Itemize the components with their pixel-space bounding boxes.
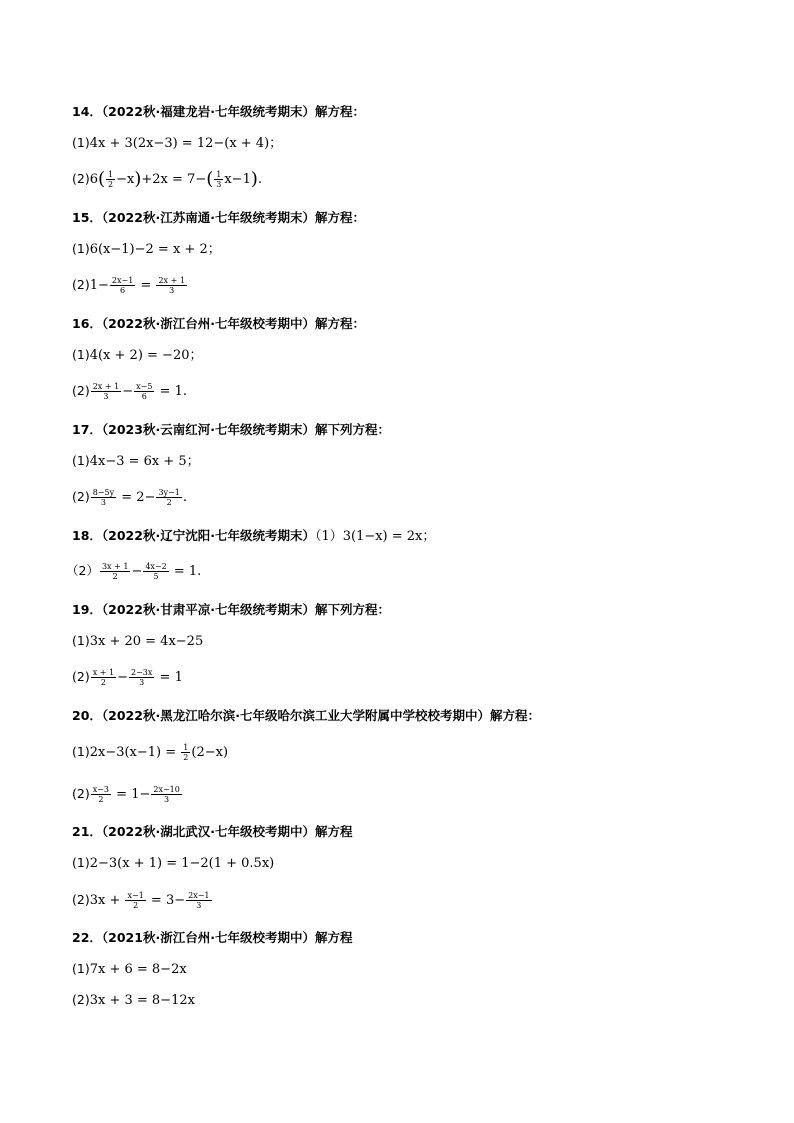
fraction-numerator: 2x−1 xyxy=(188,891,210,900)
equation-part: = 1. xyxy=(155,384,187,399)
fraction-numerator: x−5 xyxy=(136,382,153,391)
fraction-numerator: 2−3x xyxy=(131,668,153,677)
problem-number: 18． xyxy=(72,528,102,543)
problem-21-part-2 xyxy=(72,891,213,910)
part-label: (1) xyxy=(72,135,90,150)
problem-source: （2022秋·福建龙岩·七年级统考期末） xyxy=(101,104,315,119)
problem-17-header xyxy=(72,421,390,439)
part-label: (2) xyxy=(72,383,90,398)
fraction-denominator: 3 xyxy=(139,678,145,687)
problem-20-header xyxy=(72,707,540,725)
part-label: (1) xyxy=(72,961,90,976)
equation: 4x−3 = 6x + 5； xyxy=(89,454,200,469)
fraction-numerator: 3x + 1 xyxy=(101,562,129,571)
part-label: (2) xyxy=(72,489,90,504)
problem-task: 解方程 xyxy=(314,930,353,945)
equation-part: 1− xyxy=(89,278,109,293)
fraction-denominator: 3 xyxy=(216,180,222,189)
problem-17-part-2 xyxy=(72,488,187,507)
fraction-denominator: 6 xyxy=(120,286,126,295)
problem-20-part-1 xyxy=(72,743,228,762)
equation-part: x−1 xyxy=(224,172,251,187)
fraction xyxy=(106,170,115,189)
paren-open: ( xyxy=(206,168,214,190)
fraction-numerator: 1 xyxy=(108,170,114,179)
fraction-denominator: 3 xyxy=(169,286,175,295)
paren-open: ( xyxy=(98,168,106,190)
paren-close: ) xyxy=(134,168,142,190)
part-label: (2) xyxy=(72,892,90,907)
fraction-denominator: 3 xyxy=(103,392,109,401)
problem-15-part-1 xyxy=(72,240,221,259)
problem-15-header xyxy=(72,209,365,227)
problem-16-part-2 xyxy=(72,382,187,401)
problem-task: 解方程： xyxy=(314,104,365,119)
fraction xyxy=(214,170,223,189)
fraction xyxy=(186,891,211,910)
problem-22-part-2 xyxy=(72,991,195,1010)
problem-14-header xyxy=(72,103,365,121)
problem-task: 解方程： xyxy=(314,316,365,331)
fraction xyxy=(125,891,145,910)
fraction xyxy=(100,562,130,581)
problem-21-part-1 xyxy=(72,854,274,873)
fraction-denominator: 2 xyxy=(100,678,106,687)
fraction-denominator: 2 xyxy=(183,753,189,762)
problem-15-part-2 xyxy=(72,276,188,295)
equation-part: . xyxy=(182,490,187,505)
equation-part: − xyxy=(131,564,143,579)
equation: 3x + 3 = 8−12x xyxy=(89,993,195,1008)
problem-number: 20． xyxy=(72,708,102,723)
problem-source: （2022秋·甘肃平凉·七年级统考期末） xyxy=(101,602,315,617)
fraction-denominator: 3 xyxy=(164,795,170,804)
fraction-denominator: 2 xyxy=(166,498,172,507)
problem-source: （2022秋·浙江台州·七年级校考期中） xyxy=(101,316,315,331)
part-label: (2) xyxy=(72,992,90,1007)
problem-task: 解下列方程： xyxy=(314,422,390,437)
problem-22-part-1 xyxy=(72,960,187,979)
problem-task: 解方程 xyxy=(314,824,353,839)
problem-number: 15． xyxy=(72,210,102,225)
equation-part: 3x + xyxy=(89,893,125,908)
fraction xyxy=(156,276,186,295)
problem-19-header xyxy=(72,601,390,619)
problem-18-part-2 xyxy=(66,562,201,581)
part-label: (1) xyxy=(72,347,90,362)
problem-number: 16． xyxy=(72,316,102,331)
problem-14-part-1 xyxy=(72,134,282,153)
equation-part: = 2− xyxy=(117,490,156,505)
fraction-numerator: x + 1 xyxy=(92,668,115,677)
problem-source: （2022秋·湖北武汉·七年级校考期中） xyxy=(101,824,315,839)
problem-task: 解下列方程： xyxy=(314,602,390,617)
fraction-numerator: 1 xyxy=(183,743,189,752)
equation-part: = 1. xyxy=(169,564,202,579)
equation-part: = 3− xyxy=(146,893,186,908)
problem-20-part-2 xyxy=(72,785,183,804)
problem-number: 17． xyxy=(72,422,102,437)
fraction xyxy=(181,743,190,762)
problem-16-part-1 xyxy=(72,346,203,365)
problem-task: （1）3(1−x) = 2x； xyxy=(314,529,436,544)
problem-number: 22． xyxy=(72,930,102,945)
problem-number: 14． xyxy=(72,104,102,119)
fraction-numerator: 4x−2 xyxy=(145,562,167,571)
fraction-numerator: 2x + 1 xyxy=(92,382,120,391)
part-label: (1) xyxy=(72,453,90,468)
fraction-numerator: 2x−10 xyxy=(153,785,180,794)
fraction-numerator: x−1 xyxy=(127,891,144,900)
equation-part: (2−x) xyxy=(191,745,229,760)
fraction-denominator: 2 xyxy=(133,901,139,910)
fraction xyxy=(134,382,154,401)
part-label: (2) xyxy=(72,786,90,801)
problem-19-part-1 xyxy=(72,632,203,651)
fraction xyxy=(129,668,154,687)
equation-part: +2x = 7− xyxy=(141,172,207,187)
equation-part: = xyxy=(136,278,156,293)
equation-part: − xyxy=(122,384,134,399)
fraction xyxy=(151,785,181,804)
part-label: (1) xyxy=(72,855,90,870)
problem-source: （2022秋·黑龙江哈尔滨·七年级哈尔滨工业大学附属中学校校考期中） xyxy=(101,708,490,723)
fraction-numerator: 2x−1 xyxy=(111,276,134,285)
part-label: (1) xyxy=(72,241,90,256)
equation-part: − xyxy=(117,670,129,685)
equation-part: 6 xyxy=(89,172,98,187)
problem-18-header xyxy=(72,527,435,546)
fraction-numerator: 8−5y xyxy=(92,488,115,497)
part-label: (2) xyxy=(72,669,90,684)
paren-close: ) xyxy=(250,168,258,190)
problem-source: （2023秋·云南红河·七年级统考期末） xyxy=(101,422,315,437)
fraction-denominator: 6 xyxy=(141,392,147,401)
equation-part: 2x−3(x−1) = xyxy=(89,745,181,760)
fraction xyxy=(91,488,116,507)
problem-number: 19． xyxy=(72,602,102,617)
problem-21-header xyxy=(72,823,352,841)
fraction xyxy=(156,488,181,507)
problem-17-part-1 xyxy=(72,452,200,471)
equation-part: = 1− xyxy=(112,787,151,802)
problem-14-part-2 xyxy=(72,170,262,189)
fraction-denominator: 3 xyxy=(196,901,202,910)
problem-source: （2021秋·浙江台州·七年级校考期中） xyxy=(101,930,315,945)
equation: 4(x + 2) = −20； xyxy=(89,348,203,363)
part-label: (1) xyxy=(72,744,90,759)
fraction xyxy=(91,668,116,687)
equation: 2−3(x + 1) = 1−2(1 + 0.5x) xyxy=(89,856,275,871)
fraction-denominator: 5 xyxy=(153,572,159,581)
problem-22-header xyxy=(72,929,352,947)
part-label: (2) xyxy=(72,171,90,186)
part-label: （2） xyxy=(66,563,99,578)
part-label: (2) xyxy=(72,277,90,292)
problem-number: 21． xyxy=(72,824,102,839)
fraction-numerator: 2x + 1 xyxy=(158,276,185,285)
equation-part: −x xyxy=(116,172,135,187)
problem-16-header xyxy=(72,315,365,333)
fraction xyxy=(91,785,111,804)
fraction xyxy=(110,276,135,295)
part-label: (1) xyxy=(72,633,90,648)
equation: 7x + 6 = 8−2x xyxy=(89,962,187,977)
fraction-denominator: 2 xyxy=(98,795,104,804)
fraction-numerator: 1 xyxy=(216,170,222,179)
equation: 6(x−1)−2 = x + 2； xyxy=(89,242,221,257)
problem-task: 解方程： xyxy=(489,708,540,723)
fraction xyxy=(143,562,168,581)
fraction-denominator: 2 xyxy=(108,180,114,189)
fraction-numerator: x−3 xyxy=(92,785,110,794)
fraction-denominator: 3 xyxy=(100,498,106,507)
fraction xyxy=(91,382,121,401)
equation-part: = 1 xyxy=(155,670,183,685)
equation: 4x + 3(2x−3) = 12−(x + 4)； xyxy=(89,136,283,151)
problem-source: （2022秋·江苏南通·七年级统考期末） xyxy=(101,210,315,225)
fraction-denominator: 2 xyxy=(112,572,118,581)
problem-source: （2022秋·辽宁沈阳·七年级统考期末） xyxy=(101,528,315,543)
problem-19-part-2 xyxy=(72,668,183,687)
equation-part: . xyxy=(257,172,263,187)
problem-task: 解方程： xyxy=(314,210,365,225)
fraction-numerator: 3y−1 xyxy=(158,488,180,497)
equation: 3x + 20 = 4x−25 xyxy=(89,634,204,649)
